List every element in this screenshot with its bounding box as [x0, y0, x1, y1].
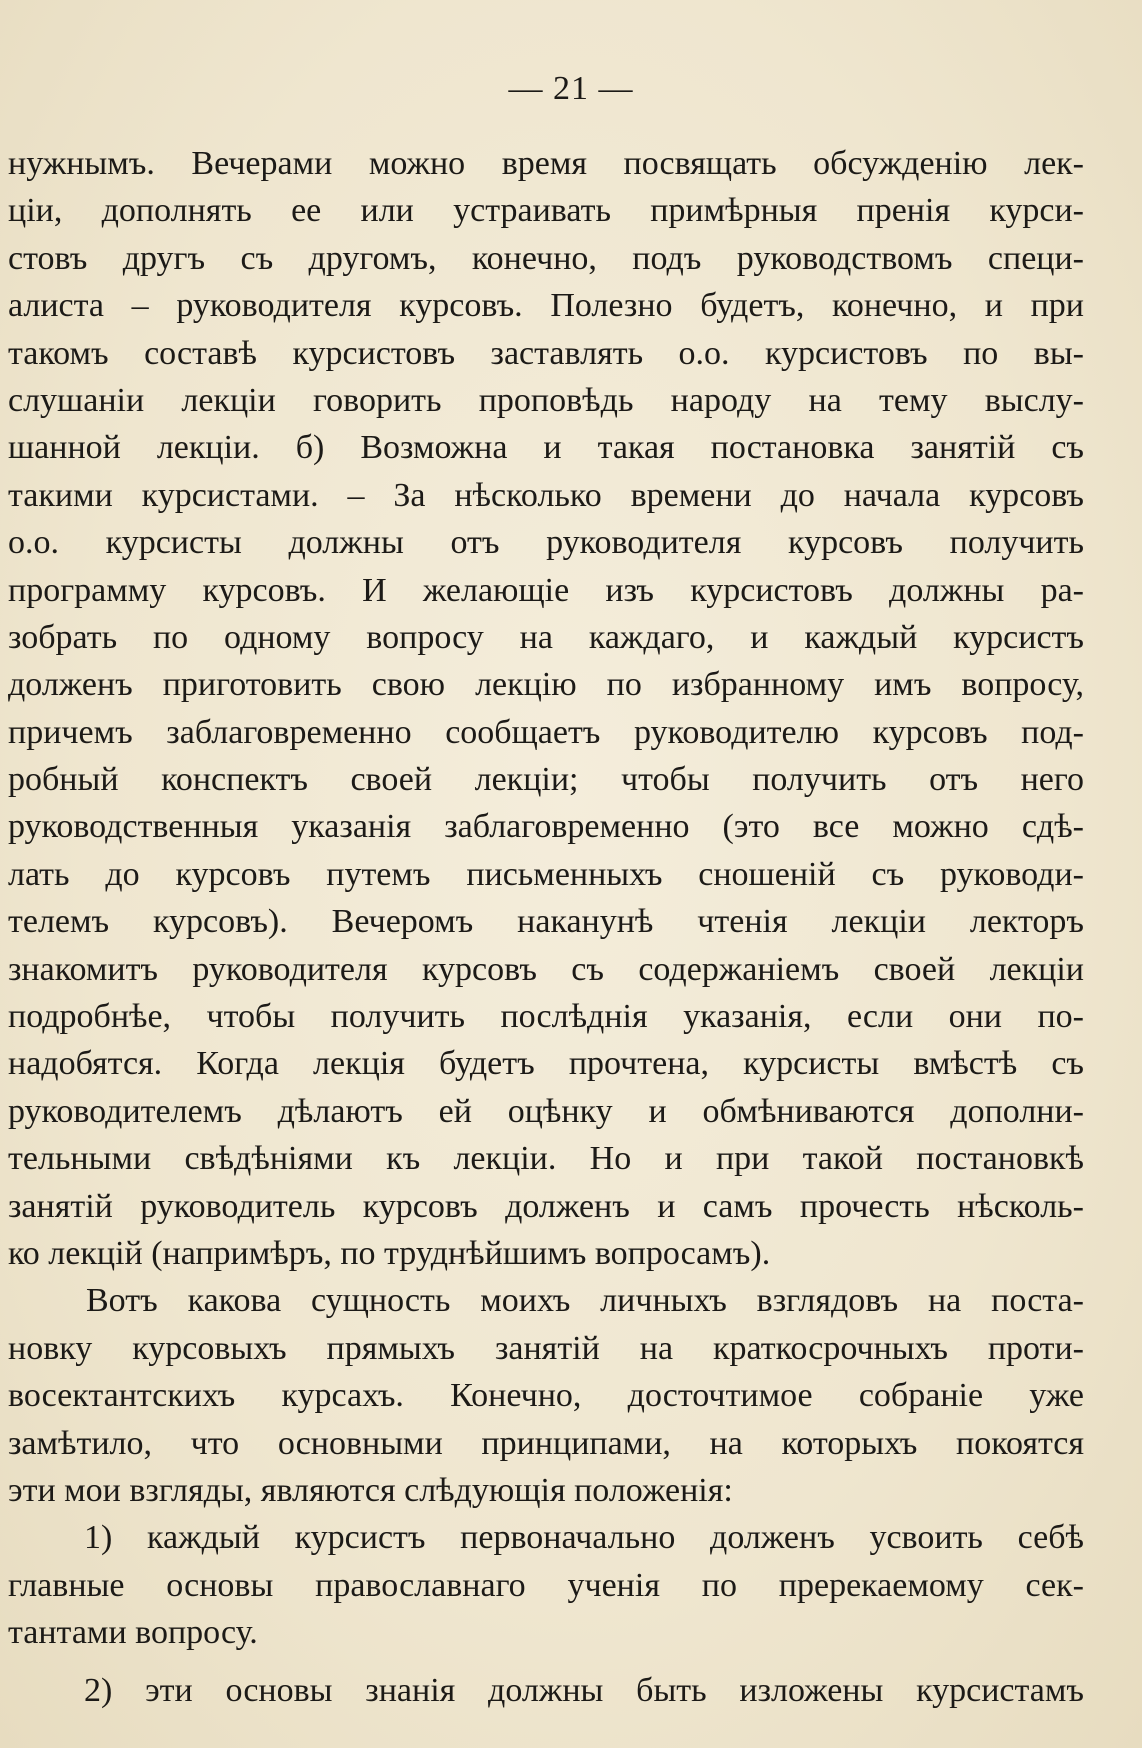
text-line: алиста – руководителя курсовъ. Полезно будетъ, конечно, и при	[8, 287, 1084, 325]
text-line: зобрать по одному вопросу на каждаго, и каждый курсистъ	[8, 618, 1084, 656]
text-line: лать до курсовъ путемъ письменныхъ сношеній съ руководи-	[8, 855, 1084, 893]
text-line: нужнымъ. Вечерами можно время посвящать обсужденію лек-	[8, 145, 1084, 182]
text-line: подробнѣе, чтобы получить послѣднія указанія, если они по-	[8, 998, 1084, 1036]
text-line: программу курсовъ. И желающіе изъ курсистовъ должны ра-	[8, 571, 1084, 609]
text-line: тельными свѣдѣніями къ лекціи. Но и при такой постановкѣ	[8, 1140, 1084, 1178]
numbered-item-line: 2) эти основы знанія должны быть изложены курсистамъ	[84, 1671, 1084, 1709]
text-line: замѣтило, что основными принципами, на которыхъ покоятся	[8, 1424, 1084, 1462]
text-line: робный конспектъ своей лекціи; чтобы получить отъ него	[8, 761, 1084, 799]
text-line: занятій руководитель курсовъ долженъ и самъ прочесть нѣсколь-	[8, 1187, 1084, 1225]
text-line: слушаніи лекціи говорить проповѣдь народу на тему выслу-	[8, 381, 1084, 419]
text-line: руководителемъ дѣлаютъ ей оцѣнку и обмѣниваются дополни-	[8, 1092, 1084, 1130]
text-line: тантами вопросу.	[8, 1614, 258, 1652]
page-number: — 21 —	[508, 70, 634, 107]
text-line: шанной лекціи. б) Возможна и такая постановка занятій съ	[8, 429, 1084, 467]
paragraph-start-line: Вотъ какова сущность моихъ личныхъ взглядовъ на поста-	[86, 1282, 1084, 1320]
text-line: новку курсовыхъ прямыхъ занятій на краткосрочныхъ проти-	[8, 1329, 1084, 1367]
numbered-item-line: 1) каждый курсистъ первоначально долженъ усвоить себѣ	[84, 1519, 1084, 1557]
text-line: восектантскихъ курсахъ. Конечно, досточтимое собраніе уже	[8, 1377, 1084, 1415]
text-line: о.о. курсисты должны отъ руководителя курсовъ получить	[8, 524, 1084, 562]
text-line: ціи, дополнять ее или устраивать примѣрныя пренія курси-	[8, 192, 1084, 230]
text-line: эти мои взгляды, являются слѣдующія положенія:	[8, 1471, 733, 1509]
text-line: руководственныя указанія заблаговременно (это все можно сдѣ-	[8, 808, 1084, 846]
text-line: знакомитъ руководителя курсовъ съ содержаніемъ своей лекціи	[8, 950, 1084, 988]
text-line: стовъ другъ съ другомъ, конечно, подъ руководствомъ специ-	[8, 239, 1084, 277]
text-line: телемъ курсовъ). Вечеромъ наканунѣ чтенія лекціи лекторъ	[8, 903, 1084, 941]
text-line: главные основы православнаго ученія по пререкаемому сек-	[8, 1566, 1084, 1604]
text-line: надобятся. Когда лекція будетъ прочтена, курсисты вмѣстѣ съ	[8, 1045, 1084, 1083]
text-line: такомъ составѣ курсистовъ заставлять о.о. курсистовъ по вы-	[8, 334, 1084, 372]
text-line: ко лекцій (напримѣръ, по труднѣйшимъ вопросамъ).	[8, 1234, 771, 1272]
text-line: причемъ заблаговременно сообщаетъ руководителю курсовъ под-	[8, 713, 1084, 751]
body-text	[8, 140, 1084, 1714]
text-line: долженъ приготовить свою лекцію по избранному имъ вопросу,	[8, 666, 1084, 704]
text-line: такими курсистами. – За нѣсколько времени до начала курсовъ	[8, 476, 1084, 514]
